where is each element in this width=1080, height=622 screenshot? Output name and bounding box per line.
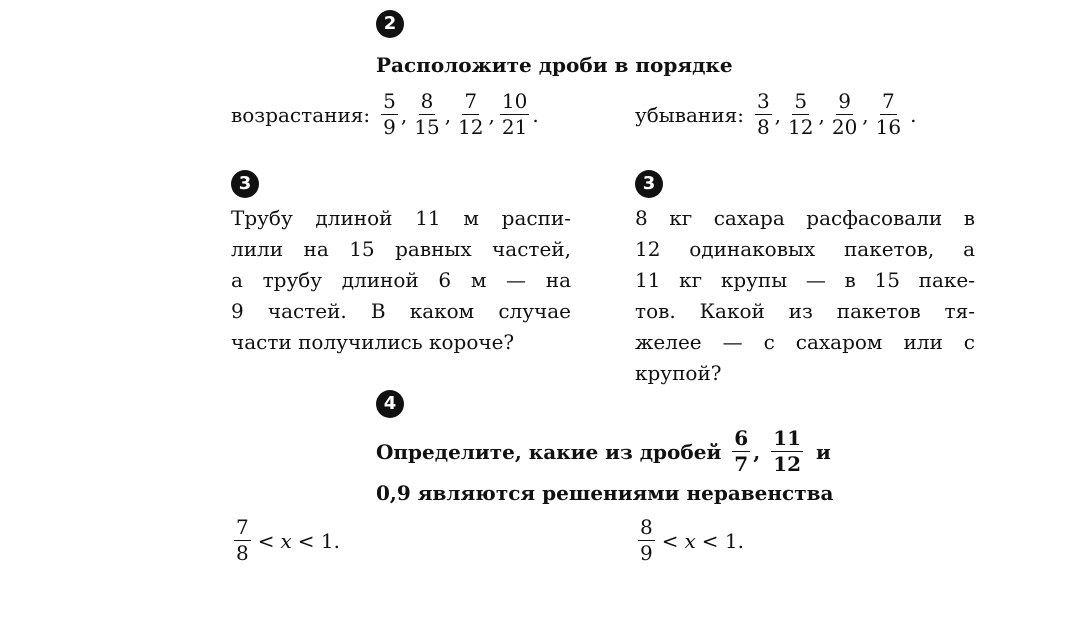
denominator: 12	[773, 452, 802, 476]
task-4-heading-prefix: Определите, какие из дробей	[376, 439, 722, 464]
numerator: 11	[773, 426, 802, 450]
task-4-left-inequality	[231, 516, 340, 565]
fraction	[830, 90, 859, 139]
task-4-number-badge: 4	[376, 390, 404, 418]
denominator: 12	[788, 115, 814, 139]
task-4-heading-line-2: 0,9 являются решениями неравенства	[376, 481, 834, 505]
denominator: 12	[458, 115, 484, 139]
denominator: 9	[640, 541, 653, 565]
variable-x: x	[280, 528, 292, 553]
inequality-tail: < 1.	[701, 528, 744, 553]
denominator: 16	[875, 115, 902, 139]
text-line: 8 кг сахара расфасовали в	[635, 206, 975, 230]
text-line: лили на 15 равных частей,	[231, 237, 571, 261]
task-3-left-number-badge: 3	[231, 170, 259, 198]
task-2-number-badge: 2	[376, 10, 404, 38]
comma: ,	[400, 102, 408, 127]
period: .	[910, 102, 917, 127]
fraction	[874, 90, 903, 139]
numerator: 7	[236, 515, 249, 539]
less-than-sign: <	[257, 528, 275, 553]
denominator: 9	[383, 115, 396, 139]
task-2-descending-row	[635, 90, 916, 139]
fraction	[755, 90, 772, 139]
denominator: 20	[831, 115, 858, 139]
task-2-ascending-row	[231, 90, 539, 139]
fraction	[412, 90, 441, 139]
denominator: 15	[414, 115, 440, 139]
text-line: Трубу длиной 11 м распи-	[231, 206, 571, 230]
numerator: 3	[756, 89, 770, 113]
comma: ,	[862, 102, 869, 127]
text-line: тов. Какой из пакетов тя-	[635, 299, 975, 323]
task-4-right-inequality	[635, 516, 744, 565]
fraction	[786, 90, 815, 139]
fraction	[456, 90, 485, 139]
text-line: 12 одинаковых пакетов, а	[635, 237, 975, 261]
task-3-right-number-badge: 3	[635, 170, 663, 198]
comma: ,	[488, 102, 495, 127]
text-line: а трубу длиной 6 м — на	[231, 268, 571, 292]
numerator: 9	[838, 89, 851, 113]
comma: ,	[753, 439, 761, 464]
descending-label: убывания:	[635, 102, 744, 127]
task-4-heading-line-1	[376, 427, 831, 476]
fraction	[771, 427, 803, 476]
text-line: части получились короче?	[231, 330, 515, 354]
fraction	[234, 516, 251, 565]
variable-x: x	[684, 528, 696, 553]
numerator: 5	[383, 89, 396, 113]
text-line: 9 частей. В каком случае	[231, 299, 571, 323]
numerator: 5	[794, 89, 808, 113]
inequality-tail: < 1.	[297, 528, 340, 553]
denominator: 8	[756, 115, 770, 139]
fraction	[638, 516, 655, 565]
task-3-left-text	[231, 203, 571, 358]
numerator: 8	[640, 515, 653, 539]
less-than-sign: <	[661, 528, 679, 553]
fraction	[381, 90, 398, 139]
task-4-heading-conj: и	[816, 439, 831, 464]
period: .	[532, 102, 539, 127]
task-2-heading: Расположите дроби в порядке	[376, 53, 733, 77]
text-line: крупой?	[635, 361, 722, 385]
text-line: желее — с сахаром или с	[635, 330, 975, 354]
denominator: 7	[734, 452, 749, 476]
fraction	[500, 90, 529, 139]
numerator: 7	[464, 89, 478, 113]
comma: ,	[444, 102, 452, 127]
text-line: 11 кг крупы — в 15 паке-	[635, 268, 975, 292]
fraction	[732, 427, 750, 476]
comma: ,	[774, 102, 782, 127]
numerator: 8	[420, 89, 434, 113]
task-3-right-text	[635, 203, 975, 389]
ascending-label: возрастания:	[231, 102, 371, 127]
numerator: 10	[501, 89, 528, 113]
comma: ,	[818, 102, 825, 127]
denominator: 8	[236, 541, 249, 565]
denominator: 21	[501, 115, 528, 139]
numerator: 6	[734, 426, 749, 450]
numerator: 7	[882, 89, 895, 113]
